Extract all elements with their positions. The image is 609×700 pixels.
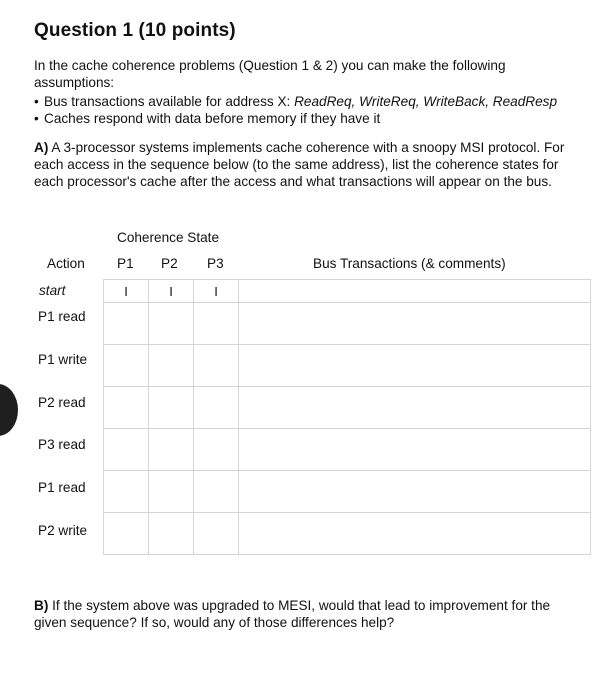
- p2-state-cell[interactable]: [149, 387, 194, 429]
- p3-state-cell[interactable]: [194, 429, 239, 471]
- p1-state-cell[interactable]: [104, 345, 149, 387]
- coherence-table: [103, 279, 591, 555]
- p2-state-cell[interactable]: [149, 345, 194, 387]
- p2-state-cell[interactable]: [149, 471, 194, 513]
- part-a-text: A 3-processor systems implements cache coherence with a snoopy MSI protocol. For each access in the sequence below (to the same address), list the coherence states for each processor's cache after the access and what transactions will appear on the bus.: [34, 140, 565, 189]
- p2-state-cell: I: [149, 280, 194, 303]
- assumption-item: • Caches respond with data before memory if they have it: [34, 110, 381, 126]
- action-label: P1 read: [38, 309, 86, 324]
- table-row: [104, 513, 591, 555]
- p2-state-cell[interactable]: [149, 513, 194, 555]
- p3-state-cell[interactable]: [194, 345, 239, 387]
- part-a-question: [34, 140, 584, 190]
- p3-state-cell[interactable]: [194, 513, 239, 555]
- bus-transactions-header: Bus Transactions (& comments): [313, 256, 506, 271]
- p3-state-cell: I: [194, 280, 239, 303]
- bullet-icon: •: [34, 110, 39, 126]
- table-row: [104, 471, 591, 513]
- p2-header: P2: [161, 256, 178, 271]
- p3-state-cell[interactable]: [194, 303, 239, 345]
- bus-cell[interactable]: [239, 303, 591, 345]
- p1-header: P1: [117, 256, 134, 271]
- part-b-label: B): [34, 598, 49, 613]
- bus-cell[interactable]: [239, 471, 591, 513]
- bus-cell: [239, 280, 591, 303]
- p1-state-cell[interactable]: [104, 303, 149, 345]
- page-title: Question 1 (10 points): [34, 20, 236, 41]
- action-header: Action: [47, 256, 85, 271]
- p1-state-cell: I: [104, 280, 149, 303]
- p2-state-cell[interactable]: [149, 303, 194, 345]
- action-label: P1 read: [38, 480, 86, 495]
- bus-cell[interactable]: [239, 345, 591, 387]
- action-start-label: start: [39, 283, 66, 298]
- assumptions-list: [34, 94, 557, 128]
- bullet-icon: •: [34, 94, 39, 109]
- side-tab-shape: [0, 384, 18, 436]
- p1-state-cell[interactable]: [104, 471, 149, 513]
- table-row: [104, 387, 591, 429]
- part-b-question: [34, 598, 584, 632]
- bus-cell[interactable]: [239, 513, 591, 555]
- p3-state-cell[interactable]: [194, 471, 239, 513]
- p1-state-cell[interactable]: [104, 387, 149, 429]
- part-a-label: A): [34, 140, 49, 155]
- part-b-text: If the system above was upgraded to MESI, would that lead to improvement for the given sequence? If so, would any of those differences help?: [34, 598, 551, 630]
- intro-paragraph: In the cache coherence problems (Question 1 & 2) you can make the following assumptions:: [34, 58, 506, 90]
- bus-cell[interactable]: [239, 387, 591, 429]
- bus-cell[interactable]: [239, 429, 591, 471]
- p3-header: P3: [207, 256, 224, 271]
- p3-state-cell[interactable]: [194, 387, 239, 429]
- p1-state-cell[interactable]: [104, 513, 149, 555]
- table-row: [104, 303, 591, 345]
- p1-state-cell[interactable]: [104, 429, 149, 471]
- assumption-item: • Bus transactions available for address X: ReadReq, WriteReq, WriteBack, ReadResp: [34, 94, 558, 109]
- action-label: P2 read: [38, 395, 86, 410]
- table-row: [104, 429, 591, 471]
- coherence-state-title: Coherence State: [117, 230, 220, 245]
- action-label: P2 write: [38, 523, 88, 538]
- p2-state-cell[interactable]: [149, 429, 194, 471]
- action-label: P1 write: [38, 352, 88, 367]
- table-row: [104, 345, 591, 387]
- action-label: P3 read: [38, 437, 86, 452]
- table-row: [104, 280, 591, 303]
